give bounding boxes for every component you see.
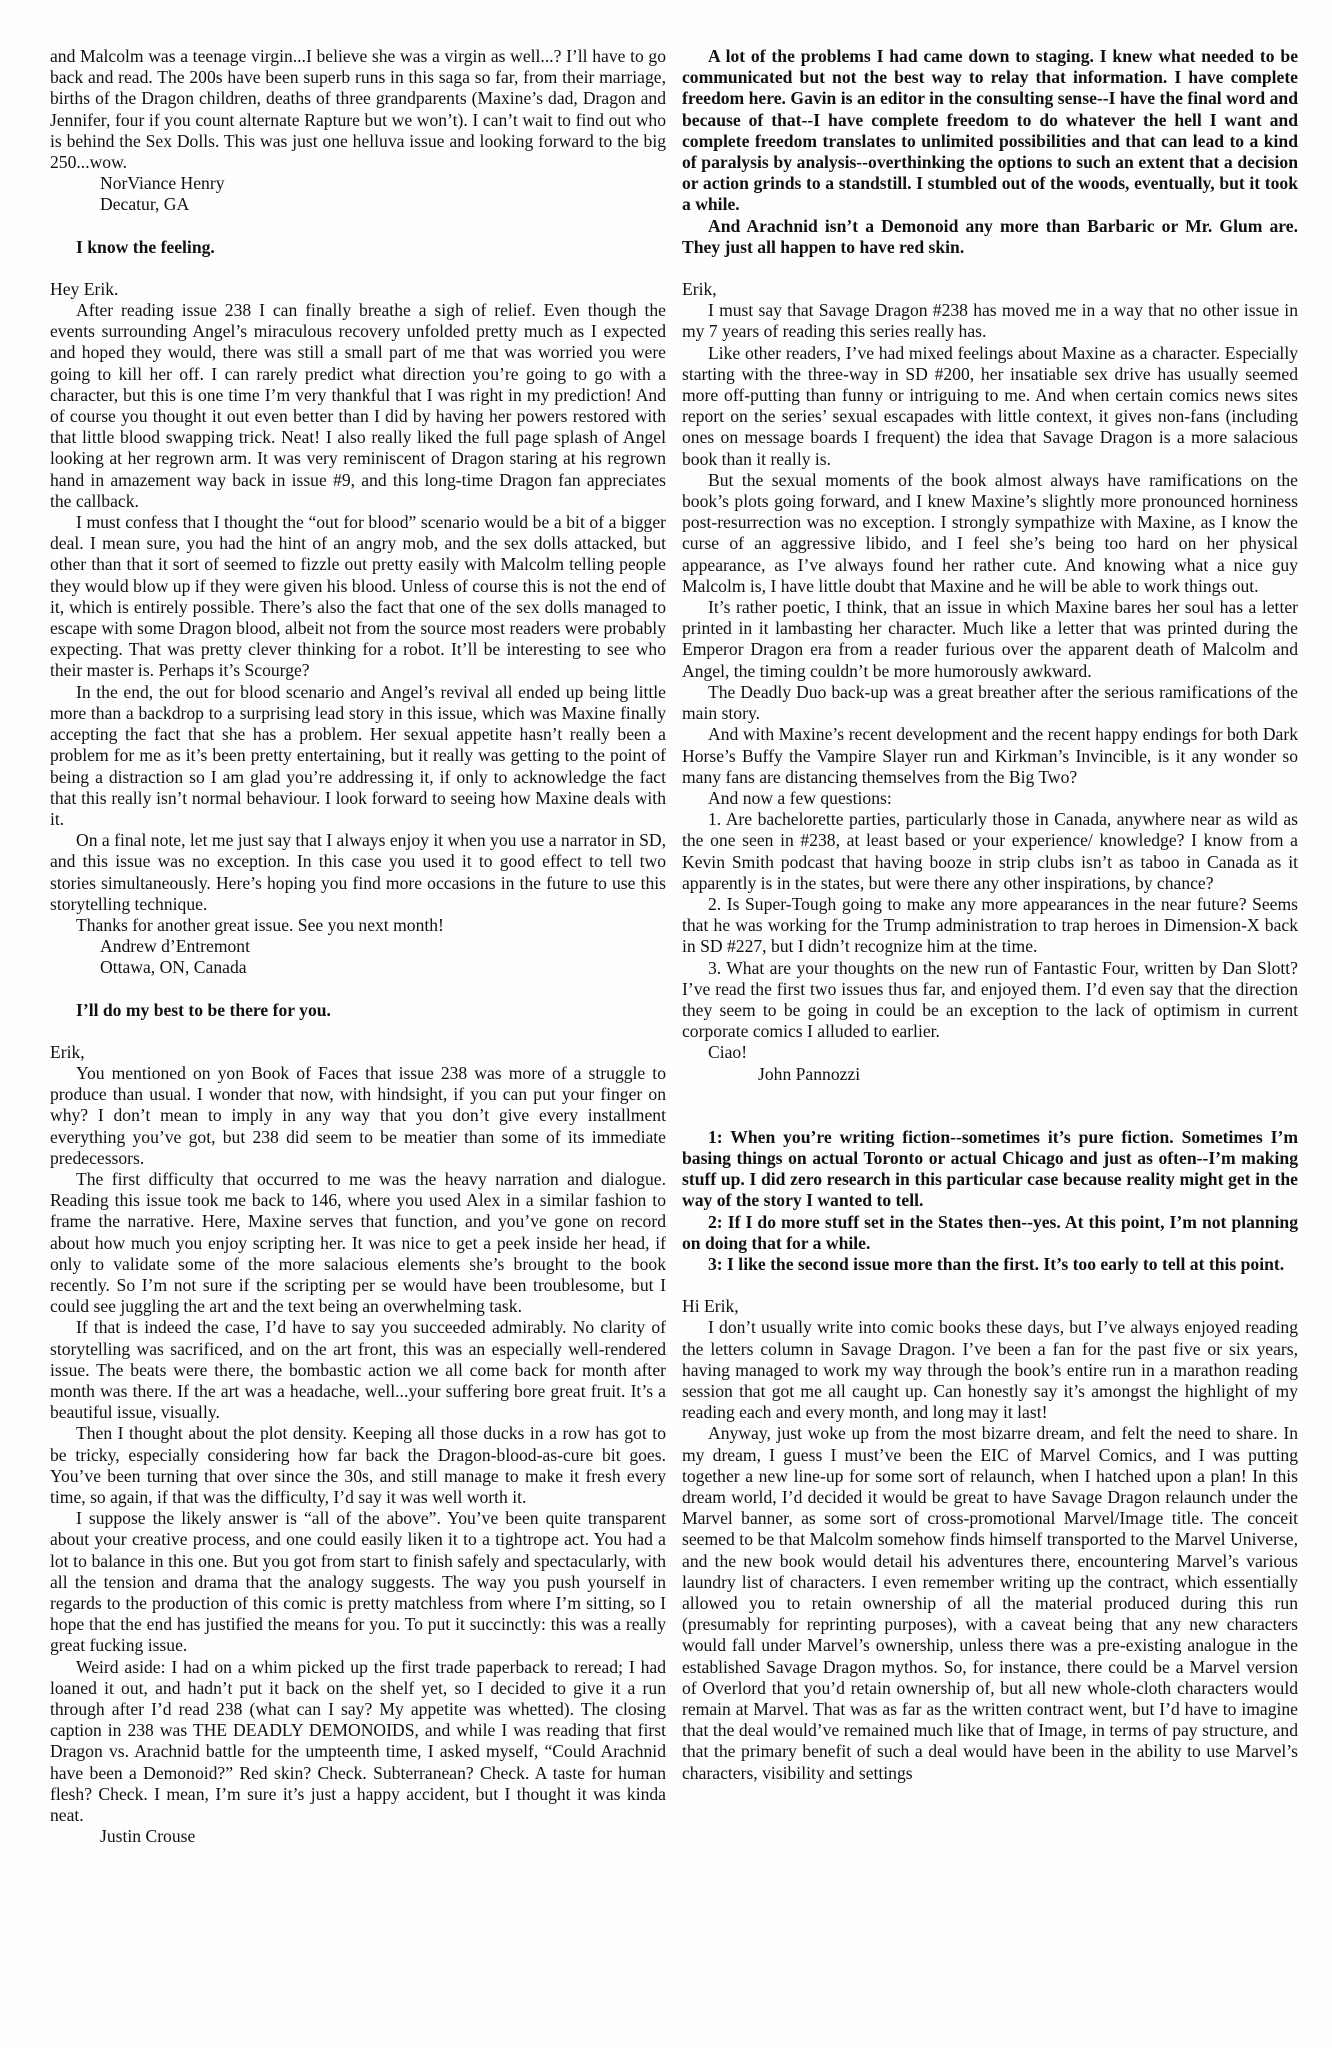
letter-paragraph: You mentioned on yon Book of Faces that issue 238 was more of a struggle to produce than usual. I wonder that now, with hindsight, if you can put your finger on why? I don’t mean to imply in any way that you don’t give every installment everything you’ve got, but 238 did seem to be meatier than some of its immediate predecessors. <box>50 1062 666 1168</box>
spacer <box>682 258 1298 279</box>
editor-reply: And Arachnid isn’t a Demonoid any more than Barbaric or Mr. Glum are. They just all happen to have red skin. <box>682 215 1298 257</box>
signature-name: Andrew d’Entremont <box>100 936 250 957</box>
letter-paragraph: If that is indeed the case, I’d have to say you succeeded admirably. No clarity of storytelling was sacrificed, and on the art front, this was an especially well-rendered issue. The beats were there, the bombastic action we all come back for month after month was there. If the art was a headache, well...your suffering bore great fruit. It’s a beautiful issue, visually. <box>50 1317 666 1423</box>
editor-reply: I’ll do my best to be there for you. <box>76 999 331 1020</box>
signature-name: John Pannozzi <box>758 1063 861 1084</box>
letter-paragraph: After reading issue 238 I can finally breathe a sigh of relief. Even though the events surrounding Angel’s miraculous recovery unfolded pretty much as I expected and hoped they would, there was still a small part of me that was worried you were going to kill her off. I can rarely predict what direction you’re going to go with a character, but this is one time I’m very thankful that I was right in my prediction! And of course you thought it out even better than I did by having her powers restored with that little blood swapping trick. Neat! I also really liked the full page splash of Angel looking at her regrown arm. It was very reminiscent of Dragon staring at his regrown hand in amazement way back in issue #9, and this long-time Dragon fan appreciates the callback. <box>50 300 666 511</box>
letter-paragraph: Anyway, just woke up from the most bizarre dream, and felt the need to share. In my dream, I guess I must’ve been the EIC of Marvel Comics, and I was putting together a new line-up for some sort of relaunch, when I hatched upon a plan! In this dream world, I’d decided it would be great to have Savage Dragon relaunch under the Marvel banner, as some sort of cross-promotional Marvel/Image title. The conceit seemed to be that Malcolm somehow finds himself transported to the Marvel Universe, and the new book would detail his adventures there, encountering Marvel’s various laundry list of characters. I even remember writing up the contract, which essentially allowed you to retain ownership of all the material produced during this run (presumably for reprinting purposes), with a caveat being that any new characters would fall under Marvel’s ownership, unless there was a pre-existing analogue in the established Savage Dragon mythos. So, for instance, there could be a Marvel version of Overlord that you’d retain ownership of, but all new whole-cloth characters would remain at Marvel. That was as far as the written contract went, but I’d have to imagine that the deal would’ve remained much like that of Image, in terms of pay structure, and that the primary benefit of such a deal would have been in the ability to use Marvel’s characters, visibility and settings <box>682 1423 1298 1783</box>
letter-continuation: and Malcolm was a teenage virgin...I believe she was a virgin as well...? I’ll have to go back and read. The 200s have been superb runs in this saga so far, from their marriage, births of the Dragon children, deaths of three grandparents (Maxine’s dad, Dragon and Jennifer, four if you count alternate Rapture but we won’t). I can’t wait to find out who is behind the Sex Dolls. This was just one helluva issue and looking forward to the big 250...wow. <box>50 46 666 173</box>
letter-paragraph: In the end, the out for blood scenario and Angel’s revival all ended up being little more than a backdrop to a surprising lead story in this issue, which was Maxine finally accepting the fact that she has a problem. Her sexual appetite hasn’t really been a problem for me as it’s been pretty entertaining, but it really was getting to the point of being a distraction so I am glad you’re addressing it, if only to acknowledge the fact that this really isn’t normal behaviour. I look forward to seeing how Maxine deals with it. <box>50 681 666 829</box>
letter-paragraph: The Deadly Duo back-up was a great breather after the serious ramifications of the main story. <box>682 681 1298 724</box>
letter-paragraph: Like other readers, I’ve had mixed feelings about Maxine as a character. Especially starting with the three-way in SD #200, her insatiable sex drive has usually seemed more off-putting than funny or intriguing to me. And when certain comics news sites report on the series’ sexual escapades with little context, it gives non-fans (including ones on message boards I frequent) the idea that Savage Dragon is a more salacious book than it really is. <box>682 342 1298 469</box>
letter-paragraph: Then I thought about the plot density. Keeping all those ducks in a row has got to be tricky, especially considering how far back the Dragon-blood-as-cure bit goes. You’ve been turning that over since the 30s, and still manage to make it fresh every time, so again, if that was the difficulty, I’d say it was well worth it. <box>50 1423 666 1507</box>
letter-question: 2. Is Super-Tough going to make any more appearances in the near future? Seems that he was working for the Trump administration to trap heroes in Dimension-X back in SD #227, but I didn’t recognize him at the time. <box>682 893 1298 957</box>
editor-reply: 3: I like the second issue more than the first. It’s too early to tell at this point. <box>708 1253 1285 1274</box>
spacer <box>682 1275 1298 1296</box>
letter-salutation: Hi Erik, <box>682 1296 739 1317</box>
right-column <box>682 46 1298 1784</box>
letter-salutation: Erik, <box>682 279 717 300</box>
editor-reply: A lot of the problems I had came down to staging. I knew what needed to be communicated but not the best way to relay that information. I have complete freedom here. Gavin is an editor in the consulting sense--I have the final word and because of that--I have complete freedom to do whatever the hell I want and complete freedom translates to unlimited possibilities and that can lead to a kind of paralysis by analysis--overthinking the options to such an extent that a decision or action grinds to a standstill. I stumbled out of the woods, eventually, but it took a while. <box>682 46 1298 215</box>
editor-reply: I know the feeling. <box>76 236 215 257</box>
letter-paragraph: On a final note, let me just say that I always enjoy it when you use a narrator in SD, and this issue was no exception. In this case you used it to good effect to tell two stories simultaneously. Here’s hoping you find more occasions in the future to use this storytelling technique. <box>50 830 666 914</box>
letter-paragraph: Thanks for another great issue. See you next month! <box>76 914 444 935</box>
letter-closing: Ciao! <box>708 1042 748 1063</box>
letter-paragraph: I must confess that I thought the “out for blood” scenario would be a bit of a bigger deal. I mean sure, you had the hint of an angry mob, and the sex dolls attacked, but other than that it sort of seemed to fizzle out pretty easily with Malcolm telling people they would blow up if they were given his blood. Unless of course this is not the end of it, which is entirely possible. There’s also the fact that one of the sex dolls managed to escape with some Dragon blood, albeit not from the source most readers were probably expecting. That was pretty clever thinking for a robot. It’ll be interesting to see who their master is. Perhaps it’s Scourge? <box>50 512 666 681</box>
spacer <box>50 1021 666 1042</box>
letter-question: 1. Are bachelorette parties, particularly those in Canada, anywhere near as wild as the one seen in #238, at least based or your experience/ knowledge? I know from a Kevin Smith podcast that having booze in strip clubs isn’t as taboo in Canada as it apparently is in the states, but were there any other inspirations, by chance? <box>682 809 1298 893</box>
letter-salutation: Hey Erik. <box>50 278 119 299</box>
signature-place: Ottawa, ON, Canada <box>100 957 247 978</box>
letter-paragraph: I must say that Savage Dragon #238 has moved me in a way that no other issue in my 7 years of reading this series really has. <box>682 300 1298 342</box>
editor-reply: 2: If I do more stuff set in the States then--yes. At this point, I’m not planning on doing that for a while. <box>682 1211 1298 1253</box>
letter-paragraph: It’s rather poetic, I think, that an issue in which Maxine bares her soul has a letter printed in it lambasting her character. Much like a letter that was printed during the Emperor Dragon era from a reader furious over the apparent death of Malcolm and Angel, the timing couldn’t be more humorously awkward. <box>682 597 1298 681</box>
spacer <box>50 979 666 1000</box>
spacer <box>682 1085 1298 1127</box>
spacer <box>50 258 666 279</box>
letter-paragraph: And now a few questions: <box>708 787 892 808</box>
letter-paragraph: I don’t usually write into comic books these days, but I’ve always enjoyed reading the letters column in Savage Dragon. I’ve been a fan for the past five or six years, having managed to work my way through the book’s entire run in a marathon reading session that got me all caught up. Can honestly say it’s amongst the highlight of my reading each and every month, and long may it last! <box>682 1317 1298 1423</box>
letter-salutation: Erik, <box>50 1041 85 1062</box>
signature-name: Justin Crouse <box>100 1826 196 1847</box>
editor-reply: 1: When you’re writing fiction--sometimes it’s pure fiction. Sometimes I’m basing things on actual Toronto or actual Chicago and just as often--I’m making stuff up. I did zero research in this particular case because reality might get in the way of the story I wanted to tell. <box>682 1126 1298 1211</box>
letter-paragraph: And with Maxine’s recent development and the recent happy endings for both Dark Horse’s Buffy the Vampire Slayer run and Kirkman’s Invincible, is it any wonder so many fans are distancing themselves from the Big Two? <box>682 724 1298 787</box>
spacer <box>50 216 666 237</box>
left-column <box>50 46 666 1847</box>
letter-question: 3. What are your thoughts on the new run of Fantastic Four, written by Dan Slott? I’ve read the first two issues thus far, and enjoyed them. I’d even say that the direction they seem to be going in could be an exception to the lack of optimism in current corporate comics I alluded to earlier. <box>682 957 1298 1042</box>
letter-paragraph: Weird aside: I had on a whim picked up the first trade paperback to reread; I had loaned it out, and hadn’t put it back on the shelf yet, so I decided to give it a run through after I’d read 238 (what can I say? My appetite was whetted). The closing caption in 238 was THE DEADLY DEMONOIDS, and while I was reading that first Dragon vs. Arachnid battle for the umpteenth time, I asked myself, “Could Arachnid have been a Demonoid?” Red skin? Check. Subterranean? Check. A taste for human flesh? Check. I mean, I’m sure it’s just a happy accident, but I thought it was kinda neat. <box>50 1656 666 1826</box>
letter-paragraph: The first difficulty that occurred to me was the heavy narration and dialogue. Reading this issue took me back to 146, where you used Alex in a similar fashion to frame the narrative. Here, Maxine serves that function, and you’ve gone on record about how much you enjoy scripting her. It was nice to get a peek inside her head, if only to validate some of the more salacious elements she’s brought to the book recently. So I’m not sure if the scripting per se would have been troublesome, but I could see juggling the art and the text being an overwhelming task. <box>50 1168 666 1317</box>
letter-paragraph: I suppose the likely answer is “all of the above”. You’ve been quite transparent about your creative process, and one could easily liken it to a tightrope act. You had a lot to balance in this one. But you got from start to finish safely and spectacularly, with all the tension and drama that the analogy suggests. The way you push yourself in regards to the production of this comic is pretty matchless from where I’m sitting, so I hope that the end has justified the means for you. To put it succinctly: this was a really great fucking issue. <box>50 1508 666 1656</box>
signature-name: NorViance Henry <box>100 173 225 194</box>
signature-place: Decatur, GA <box>100 194 190 215</box>
letter-paragraph: But the sexual moments of the book almost always have ramifications on the book’s plots going forward, and I knew Maxine’s slightly more pronounced horniness post-resurrection was no exception. I strongly sympathize with Maxine, as I know the curse of an aggressive libido, and I feel she’s being too hard on her physical appearance, as I’ve always found her rather cute. And knowing what a nice guy Malcolm is, I have little doubt that Maxine and he will be able to work things out. <box>682 469 1298 596</box>
